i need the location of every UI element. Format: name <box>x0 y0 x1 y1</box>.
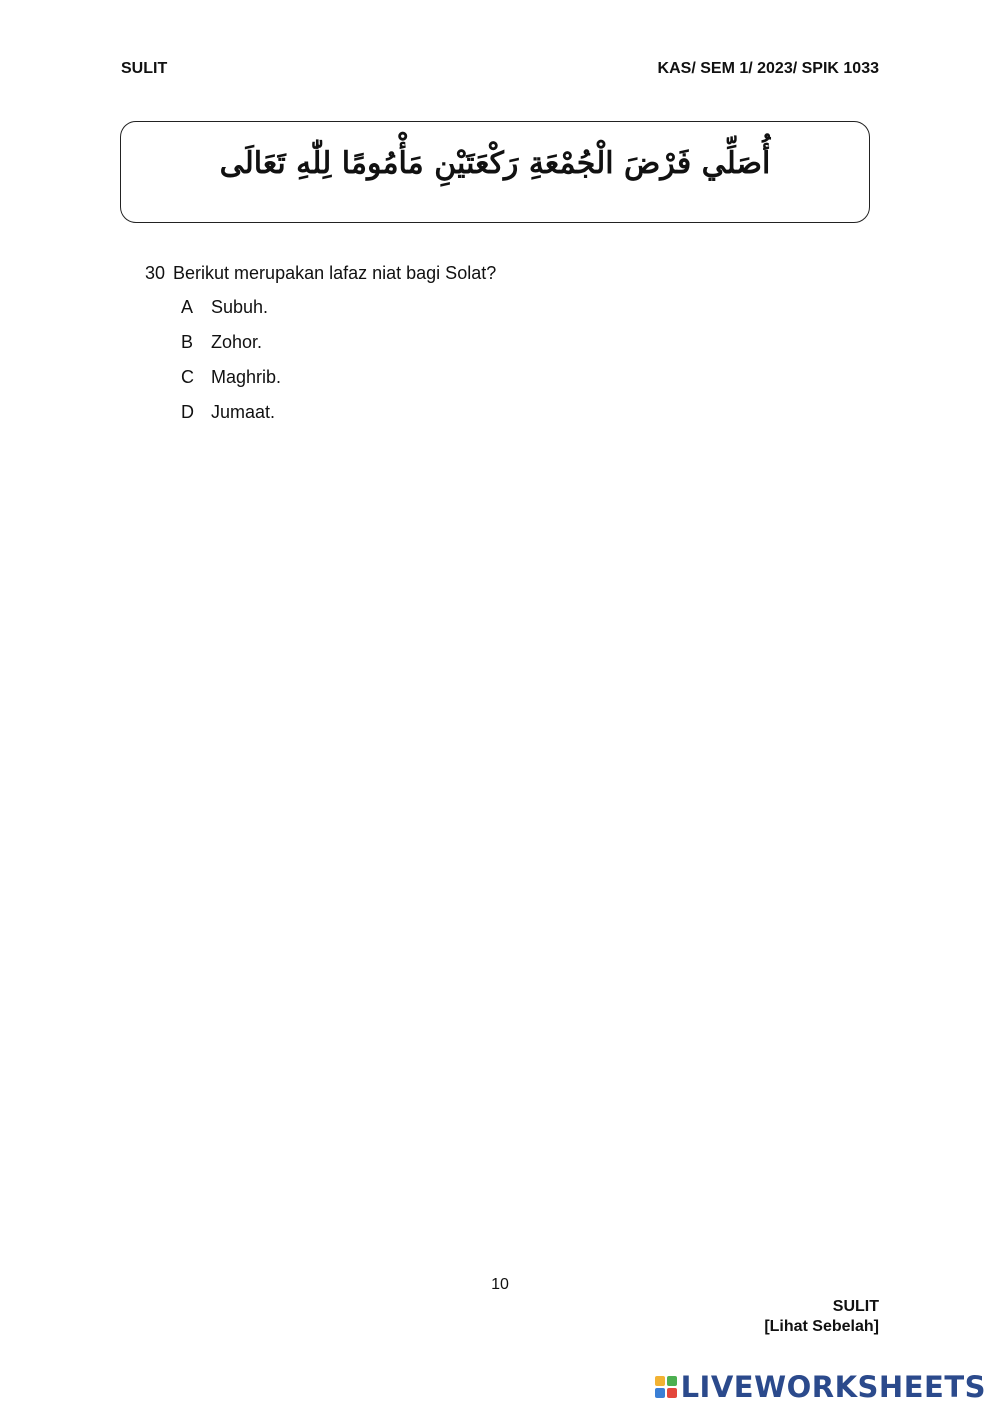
arabic-niat-text: أُصَلِّي فَرْضَ الْجُمْعَةِ رَكْعَتَيْنِ مَأْمُومًا لِلّٰهِ تَعَالَى <box>219 146 771 181</box>
question-stem <box>145 262 496 284</box>
option-text: Maghrib. <box>211 367 282 387</box>
footer-notes <box>764 1297 879 1337</box>
logo-square-bl <box>655 1388 665 1398</box>
option-letter: B <box>181 332 194 352</box>
option-d[interactable] <box>181 401 281 436</box>
option-b[interactable] <box>181 331 281 366</box>
option-a[interactable] <box>181 296 281 331</box>
arabic-niat-box <box>120 121 870 223</box>
answer-options <box>181 296 281 436</box>
liveworksheets-brand[interactable] <box>655 1370 986 1404</box>
question-number: 30 <box>145 263 166 283</box>
page-number: 10 <box>491 1276 509 1293</box>
header-exam-code: KAS/ SEM 1/ 2023/ SPIK 1033 <box>657 60 879 77</box>
liveworksheets-wordmark: LIVEWORKSHEETS <box>680 1370 986 1404</box>
option-letter: C <box>181 367 194 387</box>
logo-square-tr <box>667 1376 677 1386</box>
option-text: Subuh. <box>211 297 269 317</box>
liveworksheets-logo-icon <box>655 1376 677 1398</box>
option-letter: A <box>181 297 194 317</box>
option-text: Zohor. <box>211 332 263 352</box>
logo-square-br <box>667 1388 677 1398</box>
footer-next-page-note: [Lihat Sebelah] <box>764 1318 879 1335</box>
logo-square-tl <box>655 1376 665 1386</box>
option-letter: D <box>181 402 194 422</box>
question-text: Berikut merupakan lafaz niat bagi Solat? <box>173 263 497 283</box>
footer-classification: SULIT <box>832 1298 879 1315</box>
header-classification: SULIT <box>121 60 168 77</box>
option-text: Jumaat. <box>211 402 276 422</box>
option-c[interactable] <box>181 366 281 401</box>
